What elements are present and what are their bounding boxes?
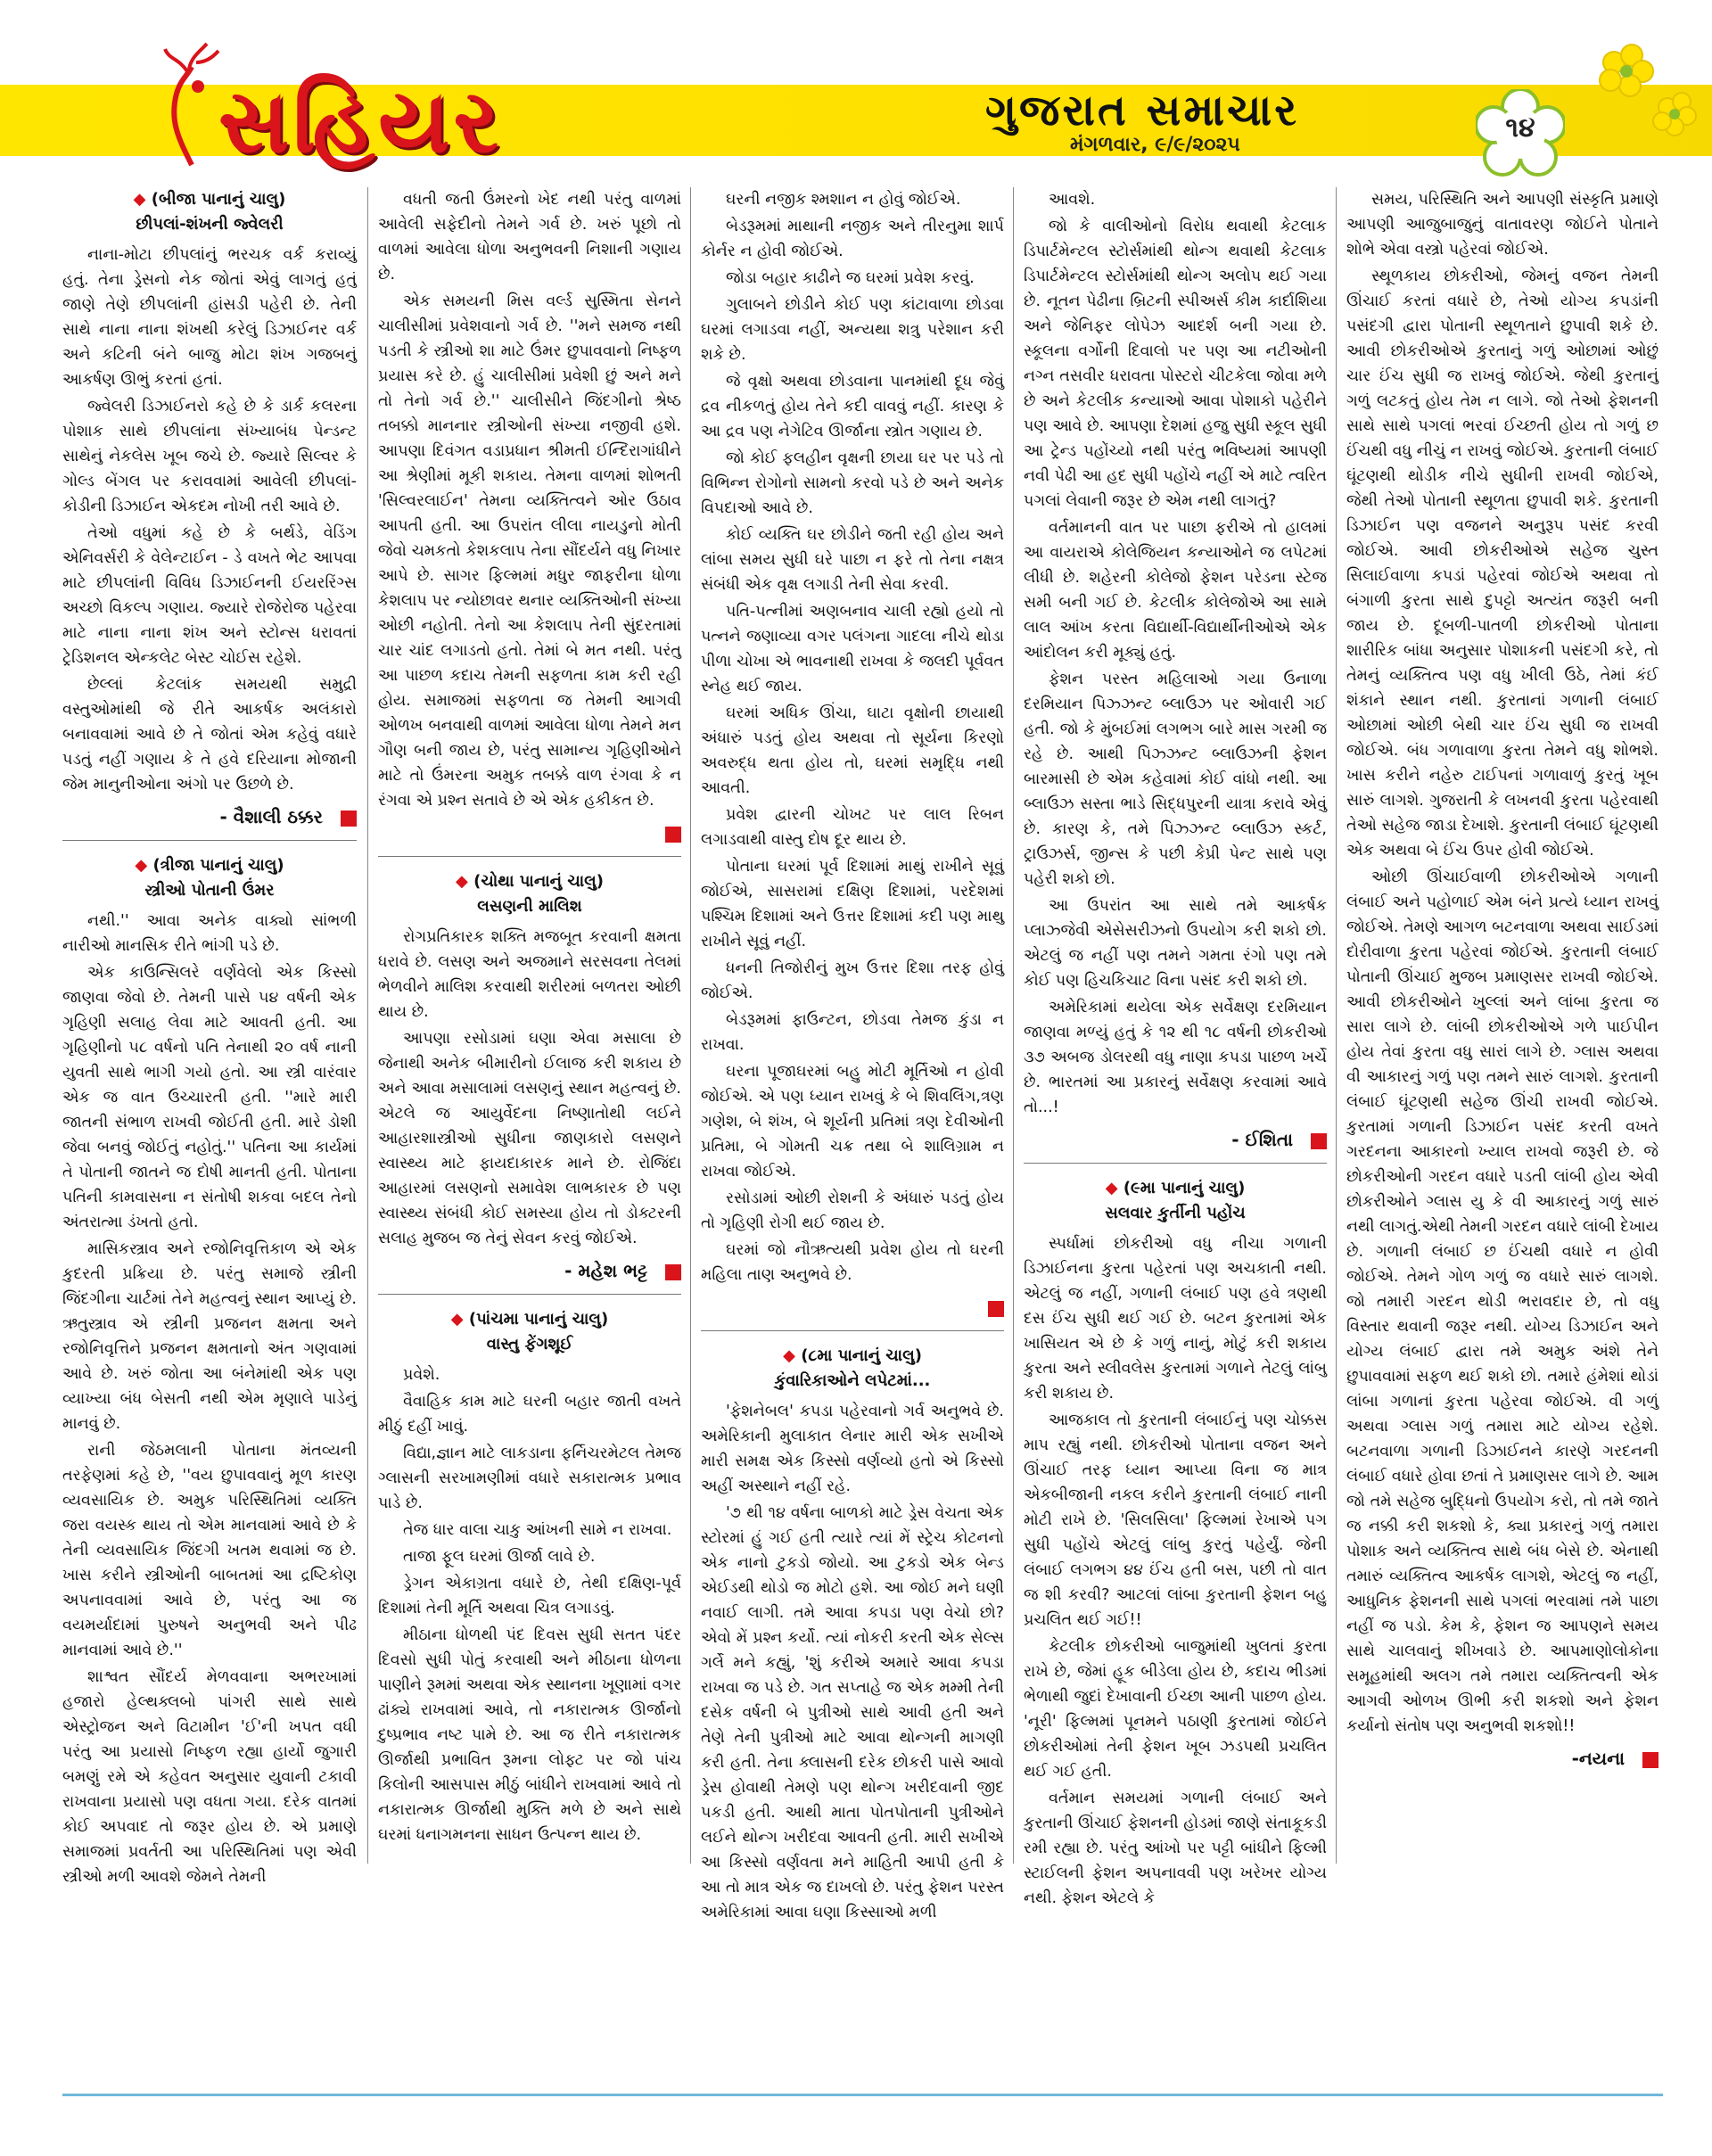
paragraph: આ ઉપરાંત આ સાથે તમે આકર્ષક પ્લાઝ્જેવી એસેસરીઝનો ઉપયોગ કરી શકો છો. એટલું જ નહીં પણ તમને ગમતા રંગો પણ તમે કોઈ પણ હિચકિચાટ વિના પસંદ કરી શકો છો.: [1024, 897, 1327, 990]
paragraph: સ્થૂળકાય છોકરીઓ, જેમનું વજન તેમની ઊંચાઈ કરતાં વધારે છે, તેઓ યોગ્ય કપડાંની પસંદગી દ્વારા પોતાની સ્થૂળતાને છુપાવી શકે છે. આવી છોકરીઓએ કુરતાનું ગળું ઓછામાં ઓછું ચાર ઈંચ સુધી જ રાખવું જોઈએ. જેથી કુરતાનું ગળું લટકતું હોય તેમ ન લાગે. જો તેઓ ફેશનની સાથે સાથે પગલાં ભરવાં ઈચ્છતી હોય તો ગળું છ ઈંચથી વધુ નીચું ન રાખવું જોઈએ. કુરતાની લંબાઈ ઘૂંટણથી થોડીક નીચે સુધીની રાખવી જોઈએ, જેથી તેઓ પોતાની સ્થૂળતા છુપાવી શકે. કુરતાની ડિઝાઈન પણ વજનને અનુરૂપ પસંદ કરવી જોઈએ. આવી છોકરીઓએ સહેજ ચુસ્ત સિલાઈવાળા કપડાં પહેરવાં જોઈએ અથવા તો બંગાળી કુરતા સાથે દુપટ્ટો અત્યંત જરૂરી બની જાય છે. દૂબળી-પાતળી છોકરીઓ પોતાના શારીરિક બાંધા અનુસાર પોશાકની પસંદગી કરે, તો તેમનું વ્યક્તિત્વ પણ વધુ ખીલી ઉઠે, તેમાં કંઈ શંકાને સ્થાન નથી. કુરતાનાં ગળાની લંબાઈ ઓછામાં ઓછી બેથી ચાર ઈંચ સુધી જ રાખવી જોઈએ. બંધ ગળાવાળા કુરતા તેમને વધુ શોભશે. ખાસ કરીને નહેરુ ટાઈપનાં ગળાવાળું કુરતું ખૂબ સારું લાગશે. ગુજરાતી કે લખનવી કુરતા પહેરવાથી તેઓ સહેજ જાડા દેખાશે. કુરતાની લંબાઈ ઘૂંટણથી એક અથવા બે ઈંચ ઉપર હોવી જોઈએ.: [1346, 267, 1658, 860]
newspaper-name: ગુજરાત સમાચાર: [985, 86, 1300, 136]
article-separator: [62, 840, 357, 841]
paragraph: માસિકસ્ત્રાવ અને રજોનિવૃત્તિકાળ એ એક કુદરતી પ્રક્રિયા છે. પરંતુ સમાજે સ્ત્રીની જિંદગીના ચાર્ટમાં તેને મહત્વનું સ્થાન આપ્યું છે. ઋતુસ્ત્રાવ એ સ્ત્રીની પ્રજનન ક્ષમતા અને રજોનિવૃત્તિને પ્રજનન ક્ષમતાનો અંત ગણવામાં આવે છે. ખરું જોતા આ બંનેમાંથી એક પણ વ્યાખ્યા બંધ બેસતી નથી એમ મૃણાલે પાડેનું માનવું છે.: [62, 1240, 357, 1433]
byline: [378, 820, 681, 845]
page-number: ૧૪: [1505, 112, 1535, 144]
article-title: સ્ત્રીઓ પોતાની ઉંમર: [144, 881, 275, 900]
paragraph: પ્રવેશે.: [403, 1366, 440, 1384]
masthead: [0, 0, 1712, 173]
paragraph: જો કોઈ ફલહીન વૃક્ષની છાયા ઘર પર પડે તો વિભિન્ન રોગોનો સામનો કરવો પડે છે અને અનેક વિપદાઓ આવે છે.: [701, 449, 1004, 517]
paragraph: કોઈ વ્યક્તિ ઘર છોડીને જતી રહી હોય અને લાંબા સમય સુધી ઘરે પાછા ન ફરે તો તેના નક્ષત્ર સંબંધી એક વૃક્ષ લગાડી તેની સેવા કરવી.: [701, 526, 1004, 594]
column-5: [1346, 187, 1658, 1780]
article-header: [1024, 1176, 1327, 1226]
paragraph: ઘરના પૂજાઘરમાં બહુ મોટી મૂર્તિઓ ન હોવી જોઈએ. એ પણ ધ્યાન રાખવું કે બે શિવલિંગ,ત્રણ ગણેશ, બે શંખ, બે શૂર્યની પ્રતિમાં ત્રણ દેવીઓની પ્રતિમા, બે ગોમતી ચક્ર તથા બે શાલિગ્રામ ન રાખવા જોઈએ.: [701, 1063, 1004, 1181]
article-header: [378, 1307, 681, 1357]
section-title: સહિયર: [218, 71, 503, 173]
paragraph: ઘરમાં અધિક ઊંચા, ઘાટા વૃક્ષોની છાયાથી અંધારું પડતું હોય અથવા તો સૂર્યના કિરણો અવરુદ્ધ થતા હોય તો, ઘરમાં સમૃદ્ધિ નથી આવતી.: [701, 704, 1004, 797]
end-square-icon: [665, 1264, 681, 1280]
paragraph: છેલ્લાં કેટલાંક સમયથી સમુદ્રી વસ્તુઓમાંથી જે રીતે આકર્ષક અલંકારો બનાવવામાં આવે છે તે જોતાં એમ કહેવું વધારે પડતું નહીં ગણાય કે તે હવે દરિયાના મોજાની જેમ માનુનીઓના અંગો પર ઉછળે છે.: [62, 676, 357, 794]
paragraph: પોતાના ઘરમાં પૂર્વ દિશામાં માથું રાખીને સૂવું જોઈએ, સાસરામાં દક્ષિણ દિશામાં, પરદેશમાં પશ્ચિમ દિશામાં અને ઉત્તર દિશામાં કદી પણ માથુ રાખીને સૂવું નહીં.: [701, 858, 1004, 950]
paragraph: આપણા રસોડામાં ઘણા એવા મસાલા છે જેનાથી અનેક બીમારીનો ઈલાજ કરી શકાય છે અને આવા મસાલામાં લસણનું સ્થાન મહત્વનું છે. એટલે જ આયુર્વેદના નિષ્ણાતોથી લઈને આહારશાસ્ત્રીઓ સુધીના જાણકારો લસણને સ્વાસ્થ્ય માટે ફાયદાકારક માને છે. રોજિંદા આહારમાં લસણનો સમાવેશ લાભકારક છે પણ સ્વાસ્થ્ય સંબંધી કોઈ સમસ્યા હોય તો ડોક્ટરની સલાહ મુજબ જ તેનું સેવન કરવું જોઈએ.: [378, 1030, 681, 1247]
byline: [378, 1258, 681, 1283]
paragraph: જ્વેલરી ડિઝાઈનરો કહે છે કે ડાર્ક કલરના પોશાક સાથે છીપલાંના સંખ્યાબંધ પેન્ડન્ટ સાથેનું નેકલેસ ખૂબ જચે છે. જ્યારે સિલ્વર કે ગોલ્ડ બેંગલ પર કરાવવામાં આવેલી છીપલાં-કોડીની ડિઝાઈન એકદમ નોખી તરી આવે છે.: [62, 398, 357, 515]
continued-label: (૯મા પાનાનું ચાલુ): [1123, 1179, 1246, 1197]
paragraph: વૈવાહિક કામ માટે ઘરની બહાર જાતી વખતે મીઠું દહીં ખાવું.: [378, 1393, 681, 1436]
column-divider: [1013, 187, 1014, 1864]
article-header: [62, 853, 357, 903]
paragraph: એક કાઉન્સિલરે વર્ણવેલો એક કિસ્સો જાણવા જેવો છે. તેમની પાસે ૫૪ વર્ષની એક ગૃહિણી સલાહ લેવા માટે આવતી હતી. આ ગૃહિણીનો ૫૮ વર્ષનો પતિ તેનાથી ૨૦ વર્ષ નાની યુવતી સાથે ભાગી ગયો હતો. આ સ્ત્રી વારંવાર એક જ વાત ઉચ્ચારતી હતી. ''મારે મારી જાતની સંભાળ રાખવી જોઈતી હતી. મારે ડોશી જેવા બનવું જોઈતું નહોતું.'' પતિના આ કાર્યમાં તે પોતાની જાતને જ દોષી માનતી હતી. પોતાના પતિની કામવાસના ન સંતોષી શકવા બદલ તેનો અંતરાત્મા ડંખતો હતો.: [62, 964, 357, 1231]
paragraph: તાજા ફૂલ ઘરમાં ઊર્જા લાવે છે.: [403, 1548, 596, 1566]
end-square-icon: [1311, 1133, 1327, 1149]
article-separator: [378, 1294, 681, 1295]
author-name: - વૈશાલી ઠક્કર: [219, 806, 323, 827]
paragraph: વધતી જતી ઉંમરનો ખેદ નથી પરંતુ વાળમાં આવેલી સફેદીનો તેમને ગર્વ છે. ખરું પૂછો તો વાળમાં આવેલા ધોળા અનુભવની નિશાની ગણાય છે.: [378, 191, 681, 284]
paragraph: તેજ ધાર વાલા ચાકુ આંખની સામે ન રાખવા.: [403, 1521, 672, 1539]
end-square-icon: [665, 827, 681, 843]
paragraph: ધનની તિજોરીનું મુખ ઉત્તર દિશા તરફ હોવું જોઈએ.: [701, 959, 1004, 1002]
paragraph: 'ફેશનેબલ' કપડા પહેરવાનો ગર્વ અનુભવે છે. અમેરિકાની મુલાકાત લેનાર મારી એક સખીએ મારી સમક્ષ એક કિસ્સો વર્ણવ્યો હતો એ કિસ્સો અહીં અસ્થાને નહીં રહે.: [701, 1403, 1004, 1495]
paragraph: વિદ્યા,જ્ઞાન માટે લાકડાના ફર્નિચરમેટલ તેમજ ગ્લાસની સરખામણીમાં વધારે સકારાત્મક પ્રભાવ પાડે છે.: [378, 1444, 681, 1512]
article-separator: [378, 856, 681, 857]
end-square-icon: [988, 1301, 1004, 1317]
column-divider: [367, 187, 368, 1864]
byline: [701, 1295, 1004, 1320]
paragraph: નાના-મોટા છીપલાંનું ભરચક વર્ક કરાવ્યું હતું. તેના ડ્રેસનો નેક જોતાં એવું લાગતું હતું જાણે તેણે છીપલાંની હાંસડી પહેરી છે. તેની સાથે નાના નાના શંખથી કરેલું ડિઝાઈનર વર્ક અને કટિની બંને બાજુ મોટા શંખ ગજબનું આકર્ષણ ઊભું કરતાં હતાં.: [62, 246, 357, 389]
article-title: લસણની માલિશ: [477, 897, 582, 916]
paragraph: ઘરની નજીક શ્મશાન ન હોવું જોઈએ.: [726, 191, 961, 209]
byline: [1346, 1746, 1658, 1771]
column-1: [62, 187, 357, 1891]
article-header: [62, 187, 357, 237]
continued-label: (ત્રીજા પાનાનું ચાલુ): [152, 856, 284, 875]
paragraph: ફેશન પરસ્ત મહિલાઓ ગયા ઉનાળા દરમિયાન પિઝ્ઝન્ટ બ્લાઉઝ પર ઓવારી ગઈ હતી. જો કે મુંબઈમાં લગભગ બારે માસ ગરમી જ રહે છે. આથી પિઝ્ઝન્ટ બ્લાઉઝની ફેશન બારમાસી છે એમ કહેવામાં કોઈ વાંધો નથી. આ બ્લાઉઝ સસ્તા ભાડે સિદ્ધપુરની યાત્રા કરાવે એવું છે. કારણ કે, તમે પિઝ્ઝન્ટ બ્લાઉઝ સ્કર્ટ, ટ્રાઉઝર્સ, જીન્સ કે પછી કેપ્રી પેન્ટ સાથે પણ પહેરી શકો છો.: [1024, 671, 1327, 888]
paragraph: શાશ્વત સૌંદર્ય મેળવવાના અભરખામાં હજારો હેલ્થક્લબો પાંગરી સાથે સાથે એસ્ટ્રોજન અને વિટામીન 'ઈ'ની ખપત વધી પરંતુ આ પ્રયાસો નિષ્ફળ રહ્યા હાર્યો જુગારી બમણું રમે એ કહેવત અનુસાર યુવાની ટકાવી રાખવાના પ્રયાસો પણ વધતા ગયા. દરેક વાતમાં કોઈ અપવાદ તો જરૂર હોય છે. એ પ્રમાણે સમાજમાં પ્રવર્તતી આ પરિસ્થિતિમાં પણ એવી સ્ત્રીઓ મળી આવશે જેમને તેમની: [62, 1668, 357, 1886]
paragraph: કેટલીક છોકરીઓ બાજુમાંથી ખુલતાં કુરતા રાખે છે, જેમાં હૂક બીડેલા હોય છે, કદાચ ભીડમાં ભેળાથી જુદાં દેખાવાની ઈચ્છા આની પાછળ હોય. 'નૂરી' ફિલ્મમાં પૂનમને પઠાણી કુરતામાં જોઈને છોકરીઓમાં તેની ફેશન ખૂબ ઝડપથી પ્રચલિત થઈ ગઈ હતી.: [1024, 1638, 1327, 1781]
column-divider: [1336, 187, 1337, 1864]
paragraph: બેડરૂમમાં માથાની નજીક અને તીરનુમા શાર્પ કોર્નર ન હોવી જોઈએ.: [701, 218, 1004, 260]
paragraph: જોડા બહાર કાઢીને જ ઘરમાં પ્રવેશ કરવું.: [726, 269, 975, 287]
article-separator: [701, 1330, 1004, 1331]
bottom-rule: [62, 2094, 1663, 2096]
paragraph: આવશે.: [1049, 191, 1096, 209]
byline: [1024, 1127, 1327, 1152]
paragraph: '૭ થી ૧૪ વર્ષના બાળકો માટે ડ્રેસ વેચતા એક સ્ટોરમાં હું ગઈ હતી ત્યારે ત્યાં મેં સ્ટ્રેચ કોટનનો એક નાનો ટુકડો જોયો. આ ટુકડો એક બેન્ડ એઈડથી થોડો જ મોટો હશે. આ જોઈ મને ઘણી નવાઈ લાગી. તમે આવા કપડા પણ વેચો છો? એવો મેં પ્રશ્ન કર્યો. ત્યાં નોકરી કરતી એક સેલ્સ ગર્લે મને કહ્યું, 'શું કરીએ અમારે આવા કપડા રાખવા જ પડે છે. ગત સપ્તાહે જ એક મમ્મી તેની દસેક વર્ષની બે પુત્રીઓ સાથે આવી હતી અને તેણે તેની પુત્રીઓ માટે આવા થોન્ગની માગણી કરી હતી. તેના ક્લાસની દરેક છોકરી પાસે આવો ડ્રેસ હોવાથી તેમણે પણ થોન્ગ ખરીદવાની જીદ પકડી હતી. આથી માતા પોતપોતાની પુત્રીઓને લઈને થોન્ગ ખરીદવા આવતી હતી. મારી સખીએ આ કિસ્સો વર્ણવતા મને માહિતી આપી હતી કે આ તો માત્ર એક જ દાખલો છે. પરંતુ ફેશન પરસ્ત અમેરિકામાં આવા ઘણા કિસ્સાઓ મળી: [701, 1504, 1004, 1921]
author-name: - મહેશ ભટ્ટ: [564, 1260, 647, 1281]
continued-label: (બીજા પાનાનું ચાલુ): [151, 190, 286, 209]
paragraph: ગુલાબને છોડીને કોઈ પણ કાંટાવાળા છોડવા ઘરમાં લગાડવા નહીં, અન્યથા શત્રુ પરેશાન કરી શકે છે.: [701, 296, 1004, 364]
paragraph: ઓછી ઊંચાઈવાળી છોકરીઓએ ગળાની લંબાઈ અને પહોળાઈ એમ બંને પ્રત્યે ધ્યાન રાખવું જોઈએ. તેમણે આગળ બટનવાળા અથવા સાઈડમાં દોરીવાળા કુરતા પહેરવાં જોઈએ. કુરતાની લંબાઈ પોતાની ઊંચાઈ મુજબ પ્રમાણસર રાખવી જોઈએ. આવી છોકરીઓને ખુલ્લાં અને લાંબા કુરતા જ સારા લાગે છે. લાંબી છોકરીઓએ ગળે પાઈપીન હોય તેવાં કુરતા વધુ સારાં લાગે છે. ગ્લાસ અથવા વી આકારનું ગળું પણ તમને સારું લાગશે. કુરતાની લંબાઈ ઘૂંટણથી સહેજ ઊંચી રાખવી જોઈએ. કુરતામાં ગળાની ડિઝાઈન પસંદ કરતી વખતે ગરદનના આકારનો ખ્યાલ રાખવો જરૂરી છે. જે છોકરીઓની ગરદન વધારે પડતી લાંબી હોય એવી છોકરીઓને ગ્લાસ યુ કે વી આકારનું ગળું સારું નથી લાગતું.એથી તેમની ગરદન વધારે લાંબી દેખાય છે. ગળાની લંબાઈ છ ઈંચથી વધારે ન હોવી જોઈએ. તેમને ગોળ ગળું જ વધારે સારું લાગશે. જો તમારી ગરદન થોડી ભરાવદાર છે, તો વધુ વિસ્તાર થવાની જરૂર નથી. યોગ્ય ડિઝાઈન અને યોગ્ય લંબાઈ દ્વારા તમે અમુક અંશે તેને છુપાવવામાં સફળ થઈ શકો છો. તમારે હંમેશાં થોડાં લાંબા ગળાનાં કુરતા પહેરવા જોઈએ. વી ગળું અથવા ગ્લાસ ગળું તમારા માટે યોગ્ય રહેશે. બટનવાળા ગળાની ડિઝાઈનને કારણે ગરદનની લંબાઈ વધારે હોવા છતાં તે પ્રમાણસર લાગે છે. આમ જો તમે સહેજ બુદ્ધિનો ઉપયોગ કરો, તો તમે જાતે જ નક્કી કરી શકશો કે, ક્યા પ્રકારનું ગળું તમારા પોશાક અને વ્યક્તિત્વ સાથે બંધ બેસે છે. એનાથી તમારું વ્યક્તિત્વ આકર્ષક લાગશે, એટલું જ નહીં, આધુનિક ફેશનની સાથે પગલાં ભરવામાં તમે પાછા નહીં જ પડો. કેમ કે, ફેશન જ આપણને સમય સાથે ચાલવાનું શીખવાડે છે. આપમાણોલોકોના સમૂહમાંથી અલગ તમે તમારા વ્યક્તિત્વની એક આગવી ઓળખ ઊભી કરી શકશો અને ફેશન કર્યાનો સંતોષ પણ અનુભવી શકશો!!: [1346, 868, 1658, 1735]
paragraph: વર્તમાનની વાત પર પાછા ફરીએ તો હાલમાં આ વાયરાએ કોલેજિયન કન્યાઓને જ લપેટમાં લીધી છે. શહેરની કોલેજો ફેશન પરેડના સ્ટેજ સમી બની ગઈ છે. કેટલીક કોલેજોએ આ સામે લાલ આંખ કરતા વિદ્યાર્થી-વિદ્યાર્થીનીઓએ એક આંદોલન કરી મૂક્યું હતું.: [1024, 519, 1327, 662]
paragraph: પતિ-પત્નીમાં અણબનાવ ચાલી રહ્યો હયો તો પત્નને જણાવ્યા વગર પલંગના ગાદલા નીચે થોડા પીળા ચોખા એ ભાવનાથી રાખવા કે જલદી પૂર્વવત સ્નેહ થઈ જાય.: [701, 603, 1004, 695]
paragraph: અમેરિકામાં થયેલા એક સર્વેક્ષણ દરમિયાન જાણવા મળ્યું હતું કે ૧૨ થી ૧૮ વર્ષની છોકરીઓ ૩૭ અબજ ડોલરથી વધુ નાણા કપડા પાછળ ખર્ચે છે. ભારતમાં આ પ્રકારનું સર્વેક્ષણ કરવામાં આવે તો...!: [1024, 999, 1327, 1116]
end-square-icon: [1642, 1752, 1658, 1768]
continued-label: (૮મા પાનાનું ચાલુ): [801, 1346, 922, 1365]
paragraph: ડ્રેગન એકાગ્રતા વધારે છે, તેથી દક્ષિણ-પૂર્વ દિશામાં તેની મૂર્તિ અથવા ચિત્ર લગાડવું.: [378, 1575, 681, 1617]
paragraph: ઘરમાં જો નૌઋત્યથી પ્રવેશ હોય તો ઘરની મહિલા તાણ અનુભવે છે.: [701, 1241, 1004, 1284]
column-4: [1024, 187, 1327, 1913]
red-diamond-icon: ◆: [783, 1346, 795, 1365]
article-separator: [1024, 1163, 1327, 1164]
paragraph: જે વૃક્ષો અથવા છોડવાના પાનમાંથી દૂધ જેવું દ્રવ નીકળતું હોય તેને કદી વાવવું નહીં. કારણ કે આ દ્રવ પણ નેગેટિવ ઊર્જાના સ્ત્રોત ગણાય છે.: [701, 373, 1004, 440]
author-name: -નયના: [1571, 1748, 1625, 1769]
red-diamond-icon: ◆: [133, 190, 146, 209]
paragraph: સમય, પરિસ્થિતિ અને આપણી સંસ્કૃતિ પ્રમાણે આપણી આજુબાજુનું વાતાવરણ જોઈને પોતાને શોભે એવા વસ્ત્રો પહેરવાં જોઈએ.: [1346, 191, 1658, 259]
paragraph: રોગપ્રતિકારક શક્તિ મજબૂત કરવાની ક્ષમતા ધરાવે છે. લસણ અને અજમાને સરસવના તેલમાં ભેળવીને માલિશ કરવાથી શરીરમાં બળતરા ઓછી થાય છે.: [378, 928, 681, 1021]
article-title: કુંવારિકાઓને લપેટમાં...: [774, 1371, 931, 1390]
paragraph: આજકાલ તો કુરતાની લંબાઈનું પણ ચોક્કસ માપ રહ્યું નથી. છોકરીઓ પોતાના વજન અને ઊંચાઈ તરફ ધ્યાન આપ્યા વિના જ માત્ર એકબીજાની નકલ કરીને કુરતાની લંબાઈ નાની મોટી રાખે છે. 'સિલસિલા' ફિલ્મમાં રેખાએ પગ સુધી પહોંચે એટલું લાંબુ કુરતું પહેર્યું. જેની લંબાઈ લગભગ ૪૪ ઈંચ હતી બસ, પછી તો વાત જ શી કરવી? આટલાં લાંબા કુરતાની ફેશન બહુ પ્રચલિત થઈ ગઈ!!: [1024, 1411, 1327, 1629]
paragraph: એક સમયની મિસ વર્લ્ડ સુસ્મિતા સેનને ચાલીસીમાં પ્રવેશવાનો ગર્વ છે. ''મને સમજ નથી પડતી કે સ્ત્રીઓ શા માટે ઉંમર છુપાવવાનો નિષ્ફળ પ્રયાસ કરે છે. હું ચાલીસીમાં પ્રવેશી છું અને મને તો તેનો ગર્વ છે.'' ચાલીસીને જિંદગીનો શ્રેષ્ઠ તબક્કો માનનાર સ્ત્રીઓની સંખ્યા નજીવી હશે. આપણા દિવંગત વડાપ્રધાન શ્રીમતી ઈન્દિરાગાંધીને આ શ્રેણીમાં મૂકી શકાય. તેમના વાળમાં શોભતી 'સિલ્વરલાઈન' તેમના વ્યક્તિત્વને ઓર ઉઠાવ આપતી હતી. આ ઉપરાંત લીલા નાયડુનો મોતી જેવો ચમકતો કેશકલાપ તેના સૌંદર્યને વધુ નિખાર આપે છે. સાગર ફિલ્મમાં મધુર જાફરીના ધોળા કેશલાપ પર ન્યોછાવર થનાર વ્યક્તિઓની સંખ્યા ઓછી નહોતી. તેનો આ કેશલાપ તેની સુંદરતામાં ચાર ચાંદ લગાડતો હતો. તેમાં બે મત નથી. પરંતુ આ પાછળ કદાચ તેમની સફળતા કામ કરી રહી હોય. સમાજમાં સફળતા જ તેમની આગવી ઓળખ બનવાથી વાળમાં આવેલા ધોળા તેમને મન ગૌણ બની જાય છે, પરંતુ સામાન્ય ગૃહિણીઓને માટે તો ઉંમરના અમુક તબક્કે વાળ રંગવા કે ન રંગવા એ પ્રશ્ન સતાવે છે એ એક હકીકત છે.: [378, 292, 681, 810]
article-header: [378, 869, 681, 919]
article-title: વાસ્તુ ફેંગશૂઈ: [486, 1335, 573, 1354]
column-2: [378, 187, 681, 1849]
paragraph: તેઓ વધુમાં કહે છે કે બર્થડે, વેડિંગ એનિવર્સરી કે વેલેન્ટાઈન - ડે વખતે ભેટ આપવા માટે છીપલાંની વિવિધ ડિઝાઈનની ઈયરરિંગ્સ અચ્છો વિકલ્પ ગણાય. જ્યારે રોજેરોજ પહેરવા માટે નાના નાના શંખ અને સ્ટોન્સ ધરાવતાં ટ્રેડિશનલ એન્કલેટ બેસ્ટ ચોઈસ રહેશે.: [62, 524, 357, 667]
continued-label: (ચોથા પાનાનું ચાલુ): [473, 872, 604, 891]
red-diamond-icon: ◆: [135, 856, 148, 875]
paragraph: વર્તમાન સમયમાં ગળાની લંબાઈ અને કુરતાની ઊંચાઈ ફેશનની હોડમાં જાણે સંતાકૂકડી રમી રહ્યા છે. પરંતુ આંખો પર પટ્ટી બાંધીને ફિલ્મી સ્ટાઈલની ફેશન અપનાવવી પણ ખરેખર યોગ્ય નથી. ફેશન એટલે કે: [1024, 1790, 1327, 1907]
paragraph: બેડરૂમમાં ફાઉન્ટન, છોડવા તેમજ કુંડા ન રાખવા.: [701, 1011, 1004, 1054]
paragraph: નથી.'' આવા અનેક વાક્યો સાંભળી નારીઓ માનસિક રીતે ભાંગી પડે છે.: [62, 912, 357, 955]
paragraph: સ્પર્ધામાં છોકરીઓ વધુ નીચા ગળાની ડિઝાઈનના કુરતા પહેરતાં પણ અચકાતી નથી. એટલું જ નહીં, ગળાની લંબાઈ પણ હવે ત્રણથી દસ ઈંચ સુધી થઈ ગઈ છે. બટન કુરતામાં એક ખાસિયત એ છે કે ગળું નાનું, મોટું કરી શકાય કુરતા અને સ્લીવલેસ કુરતામાં ગળાને તેટલું લાંબુ કરી શકાય છે.: [1024, 1235, 1327, 1403]
byline: [62, 804, 357, 829]
red-diamond-icon: ◆: [1105, 1179, 1118, 1197]
article-title: છીપલાં-શંખની જ્વેલરી: [136, 215, 284, 234]
red-diamond-icon: ◆: [456, 872, 468, 891]
end-square-icon: [341, 811, 357, 827]
paragraph: જો કે વાલીઓનો વિરોધ થવાથી કેટલાક ડિપાર્ટમેન્ટલ સ્ટોર્સમાંથી થોન્ગ થવાથી કેટલાક ડિપાર્ટમેન્ટલ સ્ટોર્સમાંથી થોન્ગ અલોપ થઈ ગયા છે. નૂતન પેઢીના બ્રિટની સ્પીઅર્સ કીમ કાર્દાશિયા અને જેનિફર લોપેઝ આદર્શ બની ગયા છે. સ્કૂલના વર્ગોની દિવાલો પર પણ આ નટીઓની નગ્ન તસવીર ધરાવતા પોસ્ટરો ચીટકેલા જોવા મળે છે અને કેટલીક કન્યાઓ આવા પોશાકો પહેરીને પણ આવે છે. આપણા દેશમાં હજુ સુધી સ્કૂલ સુધી આ ટ્રેન્ડ પહોંચ્યો નથી પરંતુ ભવિષ્યમાં આપણી નવી પેઢી આ હદ સુધી પહોંચે નહીં એ માટે ત્વરિત પગલાં લેવાની જરૂર છે એમ નથી લાગતું?: [1024, 218, 1327, 510]
paragraph: પ્રવેશ દ્વારની ચોખટ પર લાલ રિબન લગાડવાથી વાસ્તુ દોષ દૂર થાય છે.: [701, 806, 1004, 849]
article-title: સલવાર કુર્તીની પહોંચ: [1105, 1204, 1246, 1222]
red-diamond-icon: ◆: [450, 1310, 464, 1329]
paragraph: રાની જેઠમલાની પોતાના મંતવ્યની તરફેણમાં કહે છે, ''વય છુપાવવાનું મૂળ કારણ વ્યવસાયિક છે. અમુક પરિસ્થિતિમાં વ્યક્તિ જરા વયસ્ક થાય તો એમ માનવામાં આવે છે કે તેની વ્યવસાયિક જિંદગી ખતમ થવામાં જ છે. ખાસ કરીને સ્ત્રીઓની બાબતમાં આ દ્રષ્ટિકોણ અપનાવવામાં આવે છે, પરંતુ આ જ વયમર્યાદામાં પુરુષને અનુભવી અને પીઢ માનવામાં આવે છે.'': [62, 1442, 357, 1659]
column-divider: [690, 187, 691, 1864]
column-3: [701, 187, 1004, 1927]
paragraph: મીઠાના ધોળથી પંદ દિવસ સુધી સતત પંદર દિવસો સુધી પોતું કરવાથી અને મીઠાના ધોળના પાણીને રૂમમાં અથવા એક સ્થાનના ખૂણામાં વગર ઢાંક્યે રાખવામાં આવે, તો નકારાત્મક ઊર્જાનો દુષ્પ્રભાવ નષ્ટ પામે છે. આ જ રીતે નકારાત્મક ઊર્જાથી પ્રભાવિત રૂમના લોફ્ટ પર જો પાંચ કિલોની આસપાસ મીઠું બાંધીને રાખવામાં આવે તો નકારાત્મક ઊર્જાથી મુક્તિ મળે છે અને સાથે ઘરમાં ધનાગમનના સાધન ઉત્પન્ન થાય છે.: [378, 1626, 681, 1844]
article-header: [701, 1344, 1004, 1394]
decorative-flowers-icon: [1578, 36, 1703, 160]
paragraph: રસોડામાં ઓછી રોશની કે અંધારું પડતું હોય તો ગૃહિણી રોગી થઈ જાય છે.: [701, 1189, 1004, 1232]
author-name: - ઈશિતા: [1231, 1129, 1293, 1150]
continued-label: (પાંચમા પાનાનું ચાલુ): [468, 1310, 609, 1329]
issue-date: મંગળવાર, ૯/૯/૨૦૨૫: [1070, 134, 1240, 156]
